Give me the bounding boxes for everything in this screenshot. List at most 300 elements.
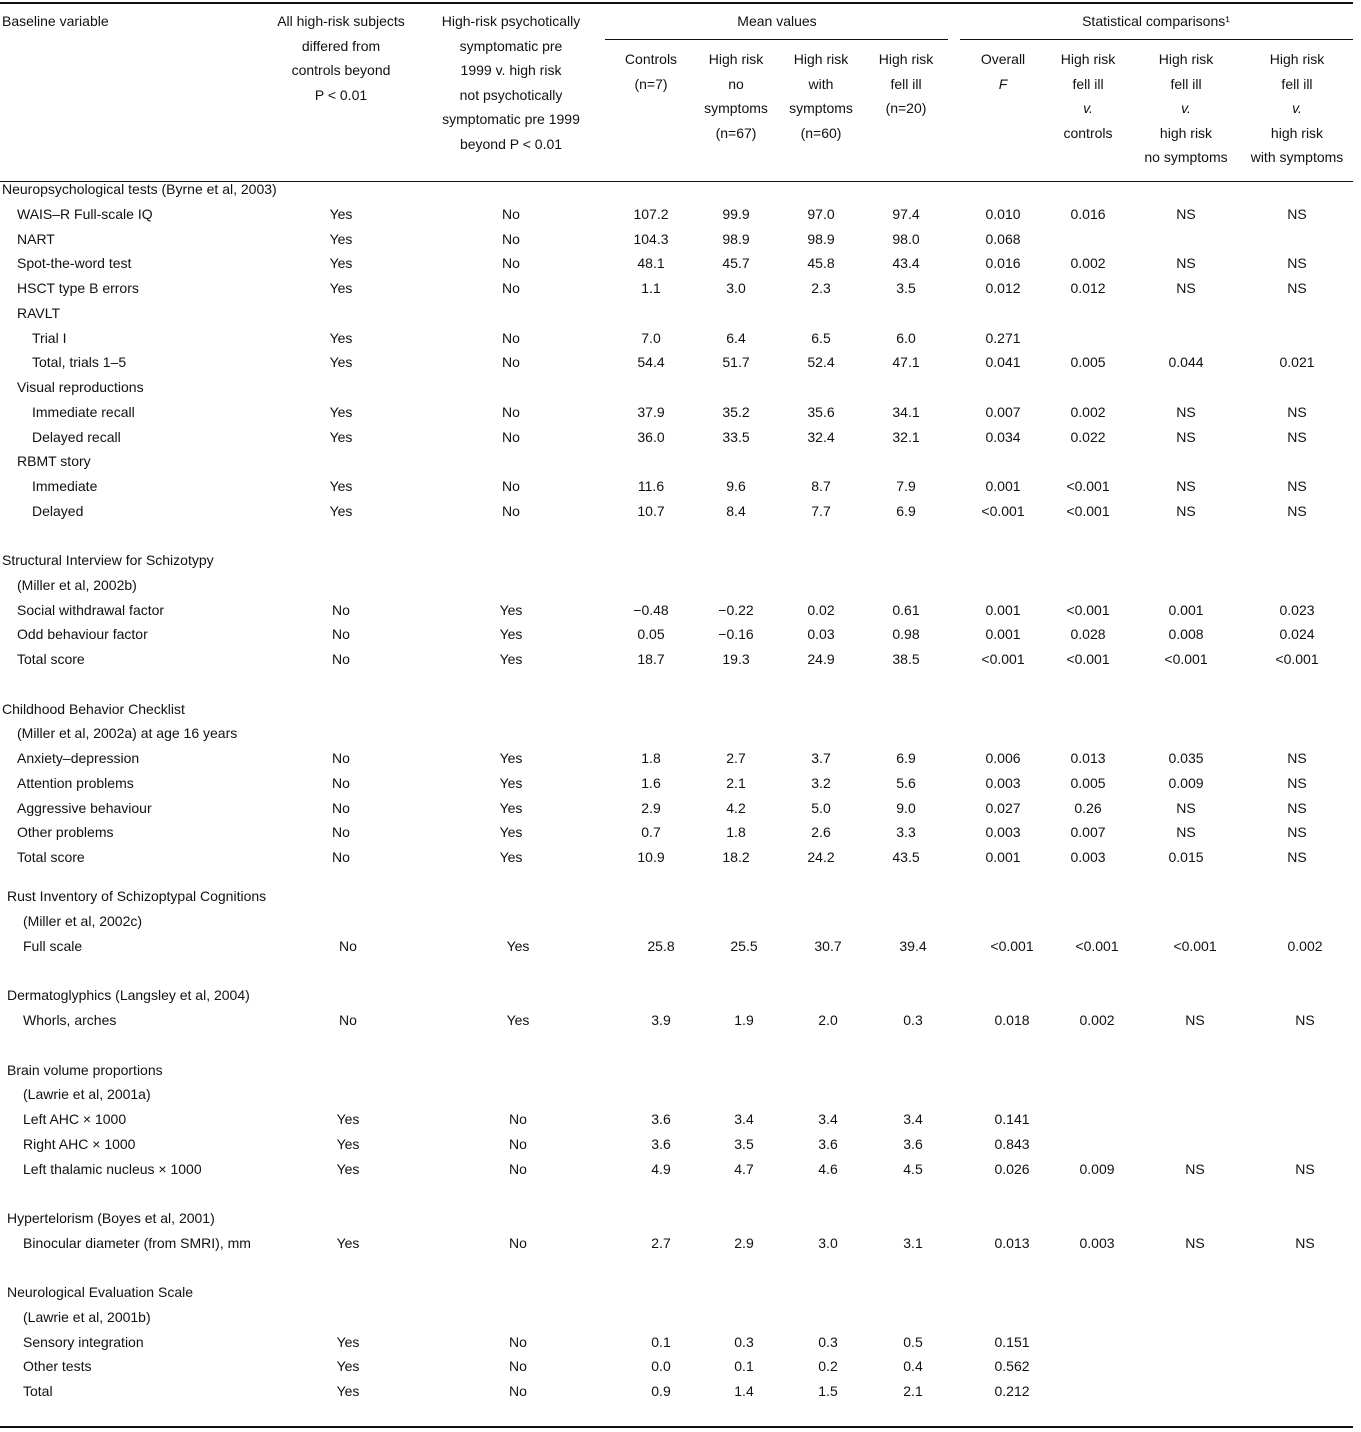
row-label: Odd behaviour factor [17, 626, 148, 642]
cell-with-symptoms: 5.0 [811, 800, 831, 816]
section-heading: (Miller et al, 2002b) [17, 577, 137, 593]
row-label: Full scale [23, 938, 83, 954]
cell-controls: 1.1 [641, 280, 661, 296]
row-label: Delayed recall [32, 429, 121, 445]
row-label: Social withdrawal factor [17, 602, 165, 618]
cell-psychotic-vs-not: No [502, 404, 520, 420]
row-label: Binocular diameter (from SMRI), mm [23, 1235, 251, 1251]
cell-overall-f: 0.003 [985, 775, 1021, 791]
cell-with-symptoms: 2.0 [818, 1012, 838, 1028]
cell-fell-ill: 3.5 [896, 280, 916, 296]
cell-fell-ill: 34.1 [892, 404, 920, 420]
header-overall-f: Overall F [980, 51, 1026, 92]
cell-with-symptoms: 30.7 [814, 938, 842, 954]
cell-with-symptoms: 0.03 [807, 626, 835, 642]
cell-controls: 104.3 [633, 231, 669, 247]
cell-controls: 3.9 [651, 1012, 671, 1028]
cell-controls: 37.9 [637, 404, 665, 420]
cell-controls: 1.8 [641, 750, 661, 766]
cell-fell-ill-v-with-symptoms: 0.024 [1279, 626, 1315, 642]
cell-no-symptoms: 6.4 [726, 330, 746, 346]
cell-controls: 10.7 [637, 503, 665, 519]
cell-overall-f: <0.001 [990, 938, 1034, 954]
cell-all-high-risk: Yes [329, 255, 353, 271]
cell-fell-ill-v-with-symptoms: NS [1287, 775, 1307, 791]
cell-with-symptoms: 35.6 [807, 404, 835, 420]
cell-overall-f: 0.843 [994, 1136, 1030, 1152]
cell-psychotic-vs-not: No [502, 330, 520, 346]
cell-fell-ill-v-no-symptoms: NS [1176, 800, 1196, 816]
cell-fell-ill-v-with-symptoms: NS [1287, 280, 1307, 296]
cell-controls: 54.4 [637, 354, 665, 370]
cell-fell-ill-v-controls: <0.001 [1075, 938, 1119, 954]
cell-overall-f: 0.212 [994, 1383, 1030, 1399]
cell-overall-f: 0.151 [994, 1334, 1030, 1350]
cell-fell-ill: 6.0 [896, 330, 916, 346]
header-baseline-variable: Baseline variable [2, 13, 109, 29]
cell-no-symptoms: 35.2 [722, 404, 750, 420]
section-heading: Hypertelorism (Boyes et al, 2001) [7, 1210, 215, 1226]
cell-all-high-risk: Yes [329, 280, 353, 296]
cell-fell-ill-v-with-symptoms: NS [1295, 1235, 1315, 1251]
cell-overall-f: 0.001 [985, 626, 1021, 642]
cell-fell-ill-v-controls: 0.26 [1074, 800, 1102, 816]
cell-all-high-risk: No [332, 626, 350, 642]
cell-with-symptoms: 0.2 [818, 1358, 838, 1374]
cell-fell-ill: 0.4 [903, 1358, 923, 1374]
cell-all-high-risk: No [339, 938, 357, 954]
section-heading: Rust Inventory of Schizoptypal Cognitions [7, 888, 267, 904]
section-heading: (Lawrie et al, 2001a) [23, 1086, 151, 1102]
cell-overall-f: 0.141 [994, 1111, 1030, 1127]
cell-controls: 2.9 [641, 800, 661, 816]
cell-psychotic-vs-not: Yes [499, 750, 523, 766]
mean-values-rule [605, 39, 948, 40]
stat-comparisons-rule [960, 39, 1353, 40]
row-label: WAIS–R Full-scale IQ [17, 206, 153, 222]
cell-psychotic-vs-not: Yes [499, 626, 523, 642]
cell-overall-f: 0.006 [985, 750, 1021, 766]
cell-overall-f: 0.010 [985, 206, 1021, 222]
cell-fell-ill-v-no-symptoms: <0.001 [1164, 651, 1208, 667]
row-label: Attention problems [17, 775, 134, 791]
cell-with-symptoms: 2.6 [811, 824, 831, 840]
cell-all-high-risk: Yes [336, 1334, 360, 1350]
cell-fell-ill: 7.9 [896, 478, 916, 494]
cell-with-symptoms: 1.5 [818, 1383, 838, 1399]
cell-controls: 25.8 [647, 938, 675, 954]
cell-controls: 0.0 [651, 1358, 671, 1374]
bottom-rule [0, 1426, 1353, 1428]
header-fell-ill-v-no-symptoms: High risk fell ill v. high risk no symptoms [1144, 51, 1228, 166]
cell-fell-ill-v-no-symptoms: NS [1176, 255, 1196, 271]
cell-psychotic-vs-not: No [509, 1161, 527, 1177]
cell-overall-f: 0.016 [985, 255, 1021, 271]
row-label: Other tests [23, 1358, 92, 1374]
section-heading: (Miller et al, 2002a) at age 16 years [17, 725, 238, 741]
cell-controls: 0.05 [637, 626, 665, 642]
cell-fell-ill-v-no-symptoms: <0.001 [1173, 938, 1217, 954]
row-label: Immediate recall [32, 404, 135, 420]
section-heading: (Miller et al, 2002c) [23, 913, 143, 929]
cell-fell-ill: 38.5 [892, 651, 920, 667]
cell-all-high-risk: No [332, 800, 350, 816]
cell-fell-ill: 9.0 [896, 800, 916, 816]
cell-fell-ill-v-with-symptoms: NS [1287, 255, 1307, 271]
cell-all-high-risk: Yes [329, 354, 353, 370]
cell-fell-ill-v-no-symptoms: 0.035 [1168, 750, 1204, 766]
cell-all-high-risk: No [332, 824, 350, 840]
cell-all-high-risk: No [332, 750, 350, 766]
cell-psychotic-vs-not: No [509, 1136, 527, 1152]
cell-with-symptoms: 98.9 [807, 231, 835, 247]
cell-fell-ill-v-with-symptoms: NS [1287, 849, 1307, 865]
top-rule [0, 2, 1353, 4]
cell-fell-ill-v-controls: <0.001 [1066, 651, 1110, 667]
row-label: Immediate [32, 478, 98, 494]
cell-fell-ill-v-with-symptoms: NS [1287, 429, 1307, 445]
cell-overall-f: 0.001 [985, 849, 1021, 865]
cell-fell-ill: 6.9 [896, 750, 916, 766]
cell-no-symptoms: 4.7 [734, 1161, 754, 1177]
cell-fell-ill-v-controls: 0.016 [1070, 206, 1106, 222]
cell-all-high-risk: Yes [336, 1358, 360, 1374]
cell-fell-ill-v-no-symptoms: NS [1176, 824, 1196, 840]
cell-controls: 3.6 [651, 1136, 671, 1152]
cell-fell-ill-v-no-symptoms: NS [1176, 429, 1196, 445]
cell-fell-ill-v-no-symptoms: NS [1185, 1012, 1205, 1028]
cell-all-high-risk: No [332, 775, 350, 791]
cell-fell-ill-v-controls: 0.028 [1070, 626, 1106, 642]
section-heading: (Lawrie et al, 2001b) [23, 1309, 151, 1325]
cell-controls: 11.6 [637, 478, 665, 494]
row-label: RBMT story [17, 453, 91, 469]
cell-controls: 36.0 [637, 429, 665, 445]
cell-overall-f: 0.003 [985, 824, 1021, 840]
cell-with-symptoms: 2.3 [811, 280, 831, 296]
cell-fell-ill-v-controls: 0.002 [1079, 1012, 1115, 1028]
cell-with-symptoms: 3.2 [811, 775, 831, 791]
cell-with-symptoms: 3.4 [818, 1111, 838, 1127]
cell-psychotic-vs-not: No [502, 429, 520, 445]
section-heading: Neurological Evaluation Scale [7, 1284, 193, 1300]
row-label: Spot-the-word test [17, 255, 132, 271]
cell-no-symptoms: 1.9 [734, 1012, 754, 1028]
cell-psychotic-vs-not: No [509, 1334, 527, 1350]
cell-no-symptoms: −0.16 [718, 626, 754, 642]
cell-fell-ill-v-no-symptoms: 0.044 [1168, 354, 1204, 370]
header-fell-ill-v-controls: High risk fell ill v. controls [1060, 51, 1116, 141]
cell-fell-ill: 3.3 [896, 824, 916, 840]
cell-overall-f: 0.027 [985, 800, 1021, 816]
cell-with-symptoms: 32.4 [807, 429, 835, 445]
header-high-risk-with-symptoms: High risk with symptoms (n=60) [789, 51, 853, 141]
cell-all-high-risk: Yes [329, 478, 353, 494]
cell-fell-ill: 3.6 [903, 1136, 923, 1152]
cell-psychotic-vs-not: No [502, 354, 520, 370]
cell-controls: 107.2 [633, 206, 669, 222]
cell-with-symptoms: 45.8 [807, 255, 835, 271]
cell-no-symptoms: 25.5 [730, 938, 758, 954]
cell-fell-ill: 0.5 [903, 1334, 923, 1350]
cell-psychotic-vs-not: No [509, 1358, 527, 1374]
cell-fell-ill-v-with-symptoms: NS [1287, 800, 1307, 816]
cell-fell-ill-v-controls: 0.003 [1079, 1235, 1115, 1251]
cell-with-symptoms: 3.0 [818, 1235, 838, 1251]
cell-fell-ill: 98.0 [892, 231, 920, 247]
cell-no-symptoms: 9.6 [726, 478, 746, 494]
cell-fell-ill-v-controls: <0.001 [1066, 478, 1110, 494]
cell-psychotic-vs-not: No [502, 255, 520, 271]
section-heading: Dermatoglyphics (Langsley et al, 2004) [7, 987, 250, 1003]
cell-fell-ill-v-with-symptoms: NS [1287, 750, 1307, 766]
cell-overall-f: 0.068 [985, 231, 1021, 247]
cell-all-high-risk: Yes [336, 1136, 360, 1152]
cell-psychotic-vs-not: No [509, 1235, 527, 1251]
cell-no-symptoms: 2.9 [734, 1235, 754, 1251]
row-label: Other problems [17, 824, 114, 840]
cell-fell-ill-v-no-symptoms: 0.015 [1168, 849, 1204, 865]
cell-fell-ill: 0.61 [892, 602, 920, 618]
cell-no-symptoms: 2.1 [726, 775, 746, 791]
header-statistical-comparisons: Statistical comparisons¹ [1082, 13, 1230, 29]
row-label: Total [23, 1383, 53, 1399]
row-label: Delayed [32, 503, 84, 519]
cell-fell-ill: 3.4 [903, 1111, 923, 1127]
row-label: Left AHC × 1000 [23, 1111, 127, 1127]
cell-fell-ill-v-controls: 0.005 [1070, 775, 1106, 791]
cell-fell-ill-v-no-symptoms: NS [1185, 1235, 1205, 1251]
cell-fell-ill-v-with-symptoms: NS [1287, 824, 1307, 840]
cell-fell-ill: 3.1 [903, 1235, 923, 1251]
cell-with-symptoms: 24.9 [807, 651, 835, 667]
section-heading: Childhood Behavior Checklist [2, 701, 185, 717]
cell-with-symptoms: 8.7 [811, 478, 831, 494]
cell-all-high-risk: Yes [329, 330, 353, 346]
cell-fell-ill-v-with-symptoms: 0.002 [1287, 938, 1323, 954]
cell-with-symptoms: 97.0 [807, 206, 835, 222]
cell-fell-ill-v-no-symptoms: NS [1176, 404, 1196, 420]
cell-all-high-risk: Yes [329, 206, 353, 222]
cell-no-symptoms: 51.7 [722, 354, 750, 370]
cell-with-symptoms: 0.3 [818, 1334, 838, 1350]
cell-fell-ill: 4.5 [903, 1161, 923, 1177]
cell-all-high-risk: No [332, 849, 350, 865]
cell-overall-f: <0.001 [981, 503, 1025, 519]
cell-overall-f: 0.013 [994, 1235, 1030, 1251]
cell-fell-ill-v-with-symptoms: NS [1295, 1012, 1315, 1028]
cell-fell-ill: 32.1 [892, 429, 920, 445]
cell-fell-ill: 6.9 [896, 503, 916, 519]
cell-all-high-risk: Yes [329, 404, 353, 420]
row-label: Visual reproductions [17, 379, 144, 395]
cell-overall-f: 0.271 [985, 330, 1021, 346]
header-fell-ill-v-with-symptoms: High risk fell ill v. high risk with symptoms [1250, 51, 1344, 166]
cell-with-symptoms: 3.6 [818, 1136, 838, 1152]
cell-no-symptoms: 19.3 [722, 651, 750, 667]
cell-all-high-risk: Yes [336, 1111, 360, 1127]
header-high-risk-no-symptoms: High risk no symptoms (n=67) [704, 51, 768, 141]
row-label: Aggressive behaviour [17, 800, 152, 816]
cell-overall-f: 0.018 [994, 1012, 1030, 1028]
cell-psychotic-vs-not: No [502, 231, 520, 247]
cell-fell-ill-v-with-symptoms: 0.021 [1279, 354, 1315, 370]
cell-fell-ill-v-with-symptoms: NS [1287, 404, 1307, 420]
row-label: Whorls, arches [23, 1012, 117, 1028]
row-label: Trial I [32, 330, 67, 346]
cell-controls: 48.1 [637, 255, 665, 271]
cell-overall-f: 0.012 [985, 280, 1021, 296]
cell-psychotic-vs-not: Yes [499, 824, 523, 840]
cell-all-high-risk: Yes [336, 1383, 360, 1399]
cell-no-symptoms: 3.5 [734, 1136, 754, 1152]
cell-controls: 0.9 [651, 1383, 671, 1399]
cell-no-symptoms: 3.4 [734, 1111, 754, 1127]
cell-fell-ill-v-with-symptoms: NS [1295, 1161, 1315, 1177]
cell-fell-ill-v-with-symptoms: NS [1287, 478, 1307, 494]
cell-fell-ill-v-controls: <0.001 [1066, 503, 1110, 519]
cell-fell-ill-v-controls: <0.001 [1066, 602, 1110, 618]
cell-with-symptoms: 24.2 [807, 849, 835, 865]
row-label: Total score [17, 651, 85, 667]
cell-overall-f: 0.001 [985, 478, 1021, 494]
cell-overall-f: 0.001 [985, 602, 1021, 618]
cell-psychotic-vs-not: Yes [499, 800, 523, 816]
row-label: Anxiety–depression [17, 750, 140, 766]
cell-psychotic-vs-not: No [502, 503, 520, 519]
cell-fell-ill-v-no-symptoms: NS [1176, 503, 1196, 519]
cell-controls: 18.7 [637, 651, 665, 667]
cell-fell-ill-v-no-symptoms: NS [1176, 478, 1196, 494]
cell-no-symptoms: 33.5 [722, 429, 750, 445]
cell-with-symptoms: 0.02 [807, 602, 835, 618]
cell-controls: 4.9 [651, 1161, 671, 1177]
cell-fell-ill-v-controls: 0.002 [1070, 404, 1106, 420]
cell-psychotic-vs-not: Yes [506, 1012, 530, 1028]
cell-fell-ill-v-no-symptoms: 0.001 [1168, 602, 1204, 618]
cell-no-symptoms: 1.8 [726, 824, 746, 840]
cell-fell-ill: 47.1 [892, 354, 920, 370]
cell-fell-ill-v-controls: 0.009 [1079, 1161, 1115, 1177]
cell-fell-ill-v-controls: 0.012 [1070, 280, 1106, 296]
cell-no-symptoms: −0.22 [718, 602, 754, 618]
header-controls: Controls (n=7) [624, 51, 678, 92]
cell-controls: 10.9 [637, 849, 665, 865]
cell-with-symptoms: 7.7 [811, 503, 831, 519]
cell-fell-ill: 43.4 [892, 255, 920, 271]
cell-all-high-risk: Yes [329, 429, 353, 445]
cell-fell-ill-v-controls: 0.007 [1070, 824, 1106, 840]
cell-fell-ill-v-no-symptoms: NS [1185, 1161, 1205, 1177]
cell-psychotic-vs-not: Yes [499, 651, 523, 667]
cell-fell-ill-v-controls: 0.022 [1070, 429, 1106, 445]
cell-overall-f: 0.562 [994, 1358, 1030, 1374]
row-label: Sensory integration [23, 1334, 144, 1350]
cell-psychotic-vs-not: Yes [506, 938, 530, 954]
cell-all-high-risk: Yes [336, 1235, 360, 1251]
header-high-risk-psychotic: High-risk psychotically symptomatic pre 1999 v. high risk not psychotically symptomatic pre 1999 beyond P < 0.01 [441, 13, 581, 152]
cell-psychotic-vs-not: Yes [499, 849, 523, 865]
cell-fell-ill-v-with-symptoms: 0.023 [1279, 602, 1315, 618]
cell-fell-ill-v-with-symptoms: NS [1287, 206, 1307, 222]
cell-all-high-risk: Yes [329, 503, 353, 519]
cell-fell-ill: 43.5 [892, 849, 920, 865]
cell-no-symptoms: 3.0 [726, 280, 746, 296]
cell-overall-f: <0.001 [981, 651, 1025, 667]
cell-fell-ill-v-controls: 0.003 [1070, 849, 1106, 865]
cell-psychotic-vs-not: No [502, 206, 520, 222]
cell-fell-ill-v-with-symptoms: NS [1287, 503, 1307, 519]
cell-no-symptoms: 0.3 [734, 1334, 754, 1350]
cell-overall-f: 0.034 [985, 429, 1021, 445]
cell-no-symptoms: 8.4 [726, 503, 746, 519]
cell-fell-ill-v-with-symptoms: <0.001 [1275, 651, 1319, 667]
section-heading: Brain volume proportions [7, 1062, 163, 1078]
cell-overall-f: 0.026 [994, 1161, 1030, 1177]
cell-no-symptoms: 98.9 [722, 231, 750, 247]
cell-controls: 3.6 [651, 1111, 671, 1127]
header-mean-values: Mean values [737, 13, 817, 29]
cell-fell-ill: 5.6 [896, 775, 916, 791]
cell-no-symptoms: 2.7 [726, 750, 746, 766]
cell-all-high-risk: No [339, 1012, 357, 1028]
cell-controls: −0.48 [633, 602, 669, 618]
row-label: HSCT type B errors [17, 280, 139, 296]
row-label: Right AHC × 1000 [23, 1136, 136, 1152]
row-label: Total score [17, 849, 85, 865]
cell-psychotic-vs-not: No [509, 1111, 527, 1127]
section-heading: Neuropsychological tests (Byrne et al, 2003) [2, 181, 277, 197]
row-label: Left thalamic nucleus × 1000 [23, 1161, 202, 1177]
cell-all-high-risk: No [332, 602, 350, 618]
cell-overall-f: 0.041 [985, 354, 1021, 370]
cell-fell-ill-v-no-symptoms: 0.008 [1168, 626, 1204, 642]
cell-fell-ill-v-controls: 0.005 [1070, 354, 1106, 370]
cell-psychotic-vs-not: Yes [499, 775, 523, 791]
header-high-risk-fell-ill: High risk fell ill (n=20) [878, 51, 934, 117]
cell-with-symptoms: 6.5 [811, 330, 831, 346]
section-heading: Structural Interview for Schizotypy [2, 552, 214, 568]
cell-overall-f: 0.007 [985, 404, 1021, 420]
cell-controls: 0.1 [651, 1334, 671, 1350]
cell-fell-ill-v-controls: 0.013 [1070, 750, 1106, 766]
cell-no-symptoms: 18.2 [722, 849, 750, 865]
cell-controls: 7.0 [641, 330, 661, 346]
cell-all-high-risk: Yes [336, 1161, 360, 1177]
cell-with-symptoms: 3.7 [811, 750, 831, 766]
cell-with-symptoms: 4.6 [818, 1161, 838, 1177]
cell-fell-ill-v-no-symptoms: 0.009 [1168, 775, 1204, 791]
cell-controls: 2.7 [651, 1235, 671, 1251]
cell-controls: 0.7 [641, 824, 661, 840]
row-label: Total, trials 1–5 [32, 354, 127, 370]
cell-fell-ill-v-controls: 0.002 [1070, 255, 1106, 271]
cell-all-high-risk: No [332, 651, 350, 667]
row-label: NART [17, 231, 55, 247]
cell-fell-ill: 0.3 [903, 1012, 923, 1028]
cell-no-symptoms: 1.4 [734, 1383, 754, 1399]
cell-fell-ill: 0.98 [892, 626, 920, 642]
cell-no-symptoms: 0.1 [734, 1358, 754, 1374]
cell-psychotic-vs-not: Yes [499, 602, 523, 618]
row-label: RAVLT [17, 305, 61, 321]
cell-no-symptoms: 99.9 [722, 206, 750, 222]
cell-fell-ill-v-no-symptoms: NS [1176, 280, 1196, 296]
cell-fell-ill: 97.4 [892, 206, 920, 222]
cell-fell-ill-v-no-symptoms: NS [1176, 206, 1196, 222]
cell-no-symptoms: 45.7 [722, 255, 750, 271]
cell-psychotic-vs-not: No [502, 478, 520, 494]
